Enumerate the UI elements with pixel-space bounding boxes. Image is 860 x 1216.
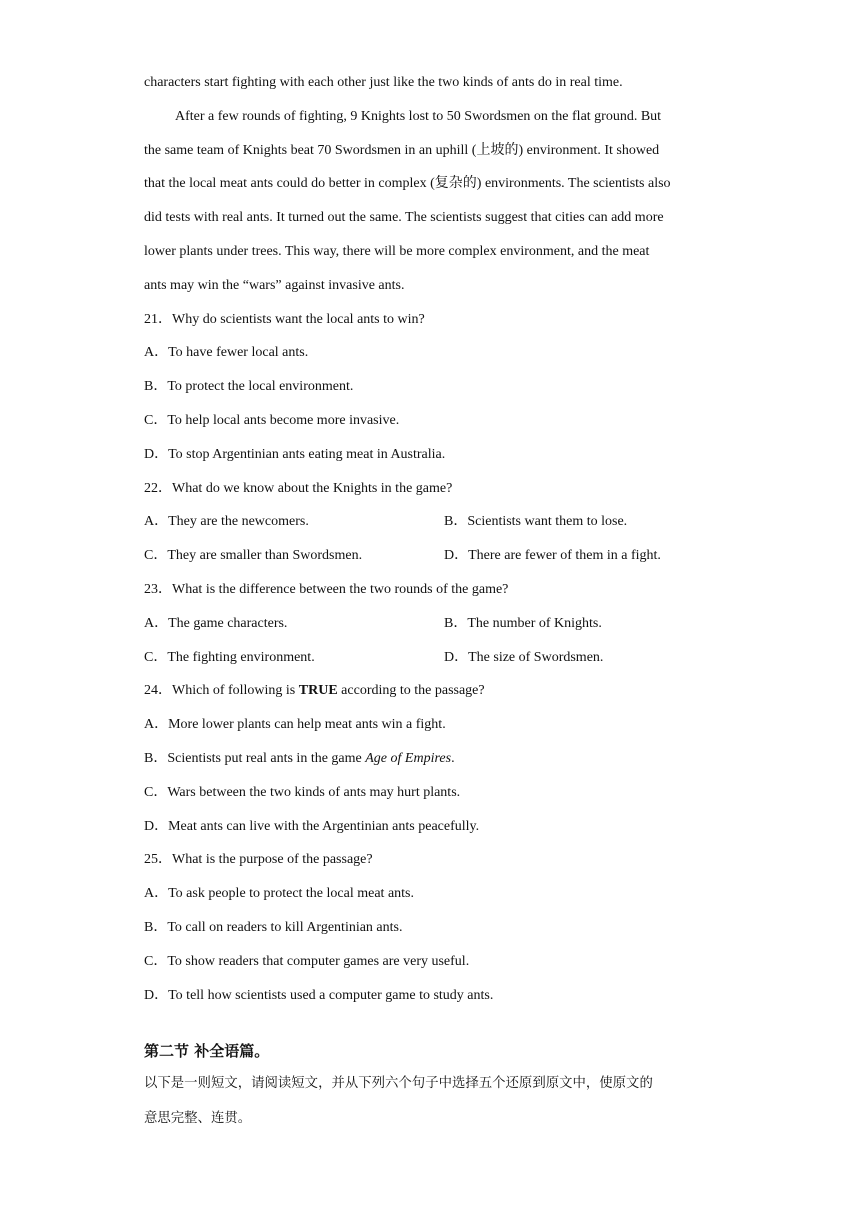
instruction-line: 意思完整、连贯。 — [144, 1111, 252, 1127]
passage-line: that the local meat ants could do better in complex (复杂的) environments. The scientists also — [144, 176, 671, 192]
option-d: D．To stop Argentinian ants eating meat in Australia. — [144, 446, 446, 462]
option-d: D．There are fewer of them in a fight. — [444, 548, 661, 564]
question-25 — [144, 843, 724, 1012]
option-b: B．The number of Knights. — [444, 615, 602, 631]
option-b: B．To protect the local environment. — [144, 379, 354, 395]
option-c: C．To help local ants become more invasive. — [144, 412, 400, 428]
game-title: Age of Empires — [365, 750, 452, 766]
question-21 — [144, 303, 724, 472]
passage-line: lower plants under trees. This way, there will be more complex environment, and the meat — [144, 243, 650, 259]
passage-line: did tests with real ants. It turned out the same. The scientists suggest that cities can add more — [144, 210, 664, 226]
stem-text: according to the passage? — [337, 683, 485, 699]
option-row — [144, 505, 724, 539]
option-b: B．To call on readers to kill Argentinian ants. — [144, 919, 403, 935]
passage — [144, 66, 724, 303]
section-title: 第二节 补全语篇。 — [144, 1042, 270, 1061]
stem-emphasis: TRUE — [298, 683, 338, 699]
option-c: C．Wars between the two kinds of ants may hurt plants. — [144, 784, 461, 800]
option-row — [144, 607, 724, 641]
stem-text: 24．Which of following is — [144, 683, 299, 699]
question-stem: 23．What is the difference between the two rounds of the game? — [144, 581, 509, 597]
option-text: . — [451, 750, 455, 766]
option-d: D．The size of Swordsmen. — [444, 649, 604, 665]
option-d: D．Meat ants can live with the Argentinian ants peacefully. — [144, 818, 480, 834]
option-row — [144, 539, 724, 573]
question-stem: 22．What do we know about the Knights in the game? — [144, 480, 453, 496]
option-row — [144, 641, 724, 675]
passage-line: ants may win the “wars” against invasive ants. — [144, 277, 405, 293]
option-b — [144, 742, 724, 776]
option-d: D．To tell how scientists used a computer game to study ants. — [144, 987, 494, 1003]
passage-line: characters start fighting with each other just like the two kinds of ants do in real time. — [144, 75, 623, 90]
option-a: A．More lower plants can help meat ants win a fight. — [144, 717, 446, 733]
instruction-line: 以下是一则短文，请阅读短文，并从下列六个句子中选择五个还原到原文中，使原文的 — [144, 1076, 653, 1092]
option-b: B．Scientists want them to lose. — [444, 514, 628, 530]
question-stem: 21．Why do scientists want the local ants to win? — [144, 311, 425, 327]
option-c: C．They are smaller than Swordsmen. — [144, 548, 363, 564]
section-2 — [144, 1036, 724, 1136]
option-c: C．To show readers that computer games are very useful. — [144, 953, 470, 969]
question-24 — [144, 674, 724, 843]
document-content — [144, 66, 724, 1136]
option-c: C．The fighting environment. — [144, 649, 315, 665]
passage-line: the same team of Knights beat 70 Swordsmen in an uphill (上坡的) environment. It showed — [144, 142, 660, 158]
spacer — [144, 1012, 724, 1036]
option-a: A．They are the newcomers. — [144, 514, 309, 530]
option-a: A．To ask people to protect the local meat ants. — [144, 886, 414, 902]
option-a: A．The game characters. — [144, 615, 288, 631]
question-stem — [144, 674, 724, 708]
option-a: A．To have fewer local ants. — [144, 345, 309, 361]
passage-line: After a few rounds of fighting, 9 Knights lost to 50 Swordsmen on the flat ground. But — [175, 108, 662, 124]
question-stem: 25．What is the purpose of the passage? — [144, 852, 373, 868]
question-23 — [144, 573, 724, 674]
option-text: B．Scientists put real ants in the game — [144, 750, 366, 766]
question-22 — [144, 472, 724, 573]
